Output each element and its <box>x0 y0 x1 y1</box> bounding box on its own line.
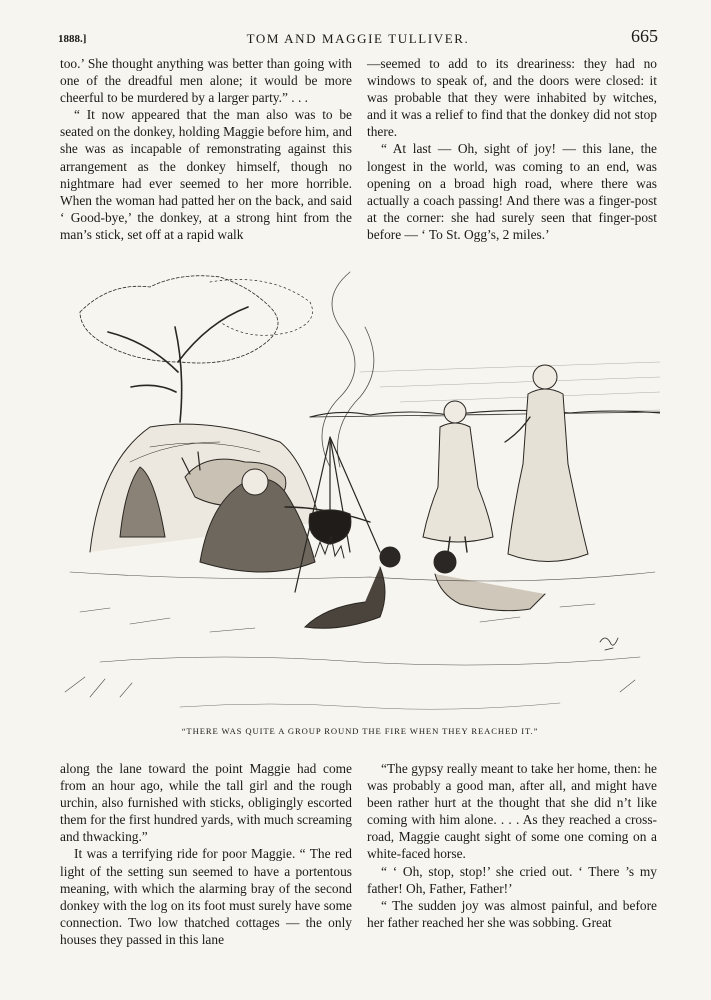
column-bottom-left <box>60 760 352 948</box>
paragraph: “ The sudden joy was almost painful, and before her father reached her she was sobbing. Great <box>367 897 657 930</box>
paragraph: “ It now appeared that the man also was to be seated on the donkey, holding Maggie before him, and she was as incapable of remonstrating against this arrangement as the donkey himself, though no nightmare had ever seemed to her more horrible. When the woman had patted her on the back, and said ‘ Good-bye,’ the donkey, at a strong hint from the man’s stick, set off at a rapid walk <box>60 107 352 242</box>
artist-signature <box>600 638 618 650</box>
maggie-figure <box>423 401 493 552</box>
paragraph: “The gypsy really meant to take her home, then: he was probably a good man, after all, and might have been rather hurt at the thought that she did n’t like coming with him alone. . . . As they reached a cross-road, Maggie caught sight of some one coming on a white-faced horse. <box>367 761 657 862</box>
paragraph: along the lane toward the point Maggie had come from an hour ago, while the tall girl and the rough urchin, also furnished with sticks, obligingly escorted them for the first hundred yards, with much screaming and thwacking.” <box>60 761 352 845</box>
ground-hatching <box>65 572 655 709</box>
column-top-right <box>367 55 657 243</box>
horizon-line <box>310 412 660 417</box>
paragraph: too.’ She thought anything was better than going with one of the dreadful men alone; it would be more cheerful to be murdered by a larger party.” . . . <box>60 56 352 106</box>
page-number: 665 <box>631 26 658 46</box>
column-bottom-right <box>367 760 657 931</box>
illustration-caption: “THERE WAS QUITE A GROUP ROUND THE FIRE WHEN THEY REACHED IT.” <box>181 726 539 736</box>
running-header <box>58 28 658 50</box>
column-top-left <box>60 55 352 243</box>
paragraph: “ At last — Oh, sight of joy! — this lane, the longest in the world, was coming to an end, was opening on a broad high road, where there was actually a coach passing! And there was a finger-post at the corner: she had surely seen that finger-post before — ‘ To St. Ogg’s, 2 miles.’ <box>367 141 657 242</box>
gypsy-camp-illustration <box>60 252 660 722</box>
paragraph: —seemed to add to its dreariness: they had no windows to speak of, and the doors were closed: it was probable that they were inhabited by witches, and it was a relief to find that the donkey did not stop there. <box>367 56 657 140</box>
tree <box>80 276 313 422</box>
child-reclining <box>305 547 400 628</box>
sky-hatching <box>360 362 660 417</box>
paragraph: It was a terrifying ride for poor Maggie. “ The red light of the setting sun seemed to have a portentous meaning, with which the alarming bray of the second donkey with the log on its foot must surely have some connection. Two low thatched cottages — the only houses they passed in this lane <box>60 846 352 947</box>
paragraph: “ ‘ Oh, stop, stop!’ she cried out. ‘ There ’s my father! Oh, Father, Father!’ <box>367 863 657 896</box>
header-year: 1888.] <box>58 33 87 45</box>
header-title: TOM AND MAGGIE TULLIVER. <box>246 31 470 46</box>
tall-woman-figure <box>505 365 588 562</box>
